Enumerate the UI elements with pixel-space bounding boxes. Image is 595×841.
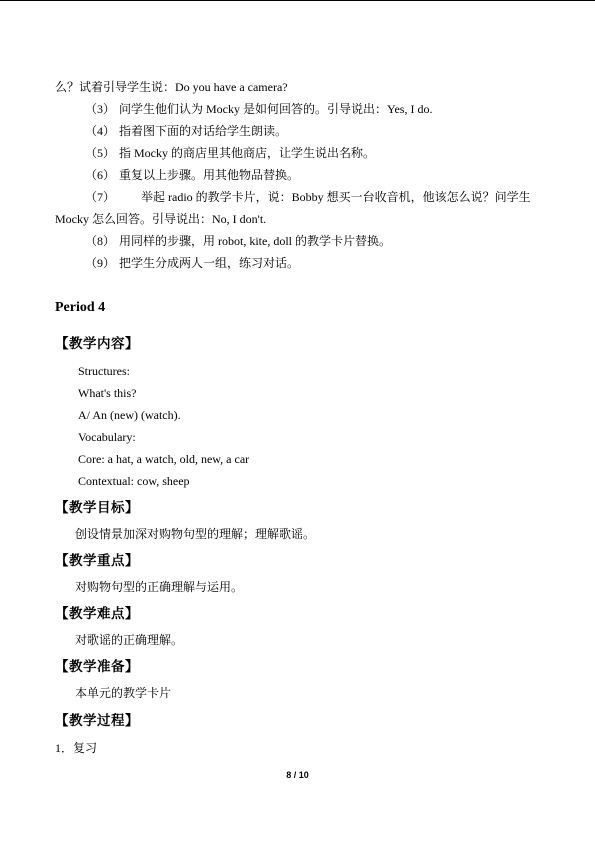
list-item xyxy=(85,256,299,270)
item-number: （3） xyxy=(85,102,116,116)
item-text: 问学生他们认为 Mocky 是如何回答的。引导说出：Yes, I do. xyxy=(119,102,433,116)
content-line: Structures: xyxy=(78,364,130,378)
content-line: Contextual: cow, sheep xyxy=(78,474,190,488)
text-line: 么？试着引导学生说：Do you have a camera? xyxy=(55,80,288,94)
content-line: A/ An (new) (watch). xyxy=(78,408,181,422)
item-text: 指着图下面的对话给学生朗读。 xyxy=(119,124,288,138)
text-line: Mocky 怎么回答。引导说出：No, I don't. xyxy=(55,212,267,226)
goal-text: 创设情景加深对购物句型的理解；理解歌谣。 xyxy=(75,527,316,541)
header-rule xyxy=(0,0,595,1)
heading-key-points: 【教学重点】 xyxy=(55,553,139,568)
item-number: （9） xyxy=(85,256,116,270)
item-text: 把学生分成两人一组，练习对话。 xyxy=(119,256,300,270)
key-text: 对购物句型的正确理解与运用。 xyxy=(75,580,244,594)
item-number: （7） xyxy=(85,190,116,204)
difficulty-text: 对歌谣的正确理解。 xyxy=(75,633,184,647)
list-item xyxy=(85,102,432,116)
content-line: What's this? xyxy=(78,386,137,400)
item-text: 指 Mocky 的商店里其他商店，让学生说出名称。 xyxy=(119,146,375,160)
content-line: Vocabulary: xyxy=(78,430,136,444)
item-text: 用同样的步骤，用 robot, kite, doll 的教学卡片替换。 xyxy=(119,234,391,248)
period-title: Period 4 xyxy=(55,300,106,315)
item-text: 举起 radio 的教学卡片，说：Bobby 想买一台收音机，他该怎么说？问学生 xyxy=(141,190,531,204)
heading-preparation: 【教学准备】 xyxy=(55,659,139,674)
heading-content: 【教学内容】 xyxy=(55,336,139,351)
heading-process: 【教学过程】 xyxy=(55,713,139,728)
prep-text: 本单元的教学卡片 xyxy=(75,686,172,700)
page-number: 8 / 10 xyxy=(286,770,309,780)
list-item xyxy=(85,146,375,160)
item-text: 重复以上步骤。用其他物品替换。 xyxy=(119,168,300,182)
content-line: Core: a hat, a watch, old, new, a car xyxy=(78,452,250,466)
item-number: （4） xyxy=(85,124,116,138)
heading-difficulties: 【教学难点】 xyxy=(55,606,139,621)
list-item xyxy=(85,190,531,204)
item-number: （6） xyxy=(85,168,116,182)
list-item xyxy=(85,234,391,248)
item-number: （8） xyxy=(85,234,116,248)
list-item xyxy=(85,124,287,138)
process-item: 1．复习 xyxy=(55,741,98,755)
heading-goals: 【教学目标】 xyxy=(55,500,139,515)
item-number: （5） xyxy=(85,146,116,160)
list-item xyxy=(85,168,299,182)
